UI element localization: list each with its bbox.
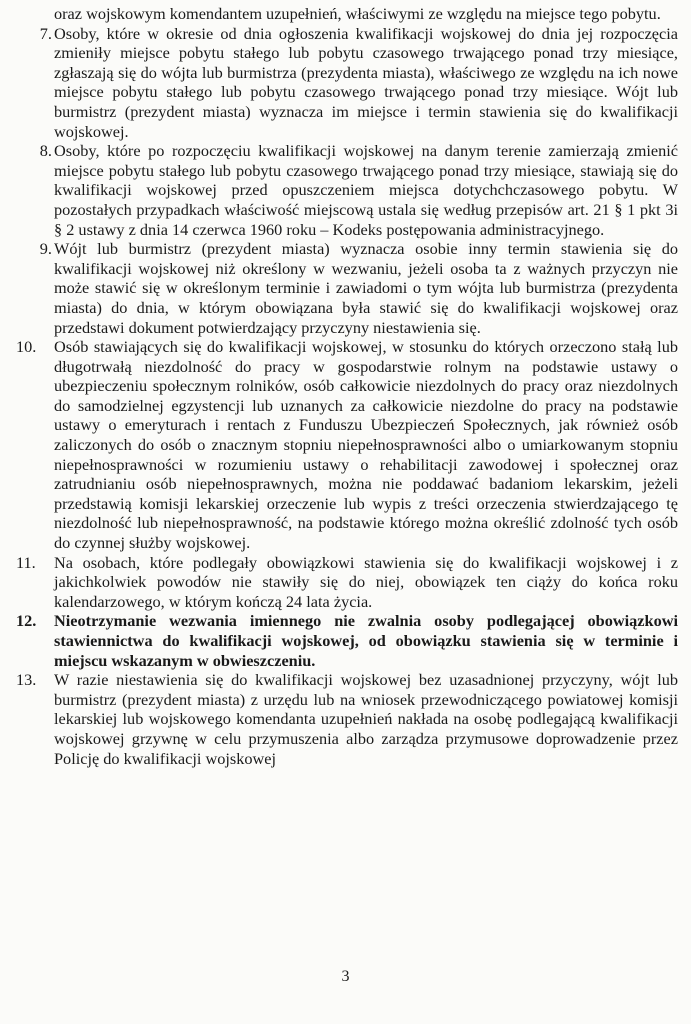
list-item-13 <box>18 670 678 768</box>
item-number: 7. <box>39 23 52 43</box>
item-number: 13. <box>16 670 37 690</box>
item-number: 10. <box>16 337 37 357</box>
item-number: 12. <box>16 611 37 631</box>
item-number: 9. <box>39 239 52 259</box>
item-text: W razie niestawienia się do kwalifikacji wojskowej bez uzasadnionej przyczyny, wójt lub burmistrz (prezydent miasta) z urzędu lub na wniosek przewodniczącego powiatowej komisji lekarskiej lub wojskowego komendanta uzupełnień nakłada na osobę podlegającą kwalifikacji wojskowej grzywnę w celu przymuszenia albo zarządza przymusowe doprowadzenie przez Policję do kwalifikacji wojskowej <box>54 670 678 768</box>
item-text: Osoby, które po rozpoczęciu kwalifikacji wojskowej na danym terenie zamierzają zmienić miejsce pobytu stałego lub pobytu czasowego trwającego ponad trzy miesiące, stawiają się do kwalifikacji wojskowej przed opuszczeniem miejsca dotychchczasowego pobytu. W pozostałych przypadkach właściwość miejscową ustala się według przepisów art. 21 § 1 pkt 3i § 2 ustawy z dnia 14 czerwca 1960 roku – Kodeks postępowania administracyjnego. <box>54 141 678 239</box>
list-item-7 <box>18 24 678 142</box>
list-item-8 <box>18 141 678 239</box>
item-number: 11. <box>16 552 36 572</box>
item-text: Osoby, które w okresie od dnia ogłoszenia kwalifikacji wojskowej do dnia jej rozpoczęcia zmieniły miejsce pobytu stałego lub pobytu czasowego trwającego ponad trzy miesiące, zgłaszają się do wójta lub burmistrza (prezydenta miasta), właściwego ze względu na ich nowe miejsce pobytu stałego lub pobytu czasowego trwającego ponad trzy miesiące. Wójt lub burmistrz (prezydent miasta) wyznacza im miejsce i termin stawienia się do kwalifikacji wojskowej. <box>54 23 678 141</box>
list-item-12 <box>18 611 678 670</box>
page-number: 3 <box>341 968 350 985</box>
item-text: Nieotrzymanie wezwania imiennego nie zwalnia osoby podlegającej obowiązkowi stawiennictwa do kwalifikacji wojskowej, od obowiązku stawienia się w terminie i miejscu wskazanym w obwieszczeniu. <box>54 611 678 670</box>
list-item-11 <box>18 553 678 612</box>
item-text: Osób stawiających się do kwalifikacji wojskowej, w stosunku do których orzeczono stałą lub długotrwałą niezdolność do pracy w gospodarstwie rolnym na podstawie ustawy o ubezpieczeniu społecznym rolników, osób całkowicie niezdolnych do pracy oraz niezdolnych do samodzielnej egzystencji lub uznanych za całkowicie niezdolne do pracy na podstawie ustawy o emeryturach i rentach z Funduszu Ubezpieczeń Społecznych, jak również osób zaliczonych do osób o znacznym stopniu niepełnosprawności albo o umiarkowanym stopniu niepełnosprawności w rozumieniu ustawy o rehabilitacji zawodowej i społecznej oraz zatrudnianiu osób niepełnosprawnych, można nie poddawać badaniom lekarskim, jeżeli przedstawią komisji lekarskiej orzeczenie lub wypis z treści orzeczenia stwierdzającego tę niezdolność lub niepełnosprawność, na podstawie którego można określić zdolność tych osób do czynnej służby wojskowej. <box>54 337 678 553</box>
item-text: Wójt lub burmistrz (prezydent miasta) wyznacza osobie inny termin stawienia się do kwalifikacji wojskowej niż określony w wezwaniu, jeżeli osoba ta z ważnych przyczyn nie może stawić się w określonym terminie i zawiadomi o tym wójta lub burmistrza (prezydenta miasta) do dnia, w którym obowiązana była stawić się do kwalifikacji wojskowej oraz przedstawi dokument potwierdzający przyczyny niestawienia się. <box>54 239 678 337</box>
continuation-paragraph: oraz wojskowym komendantem uzupełnień, właściwymi ze względu na miejsce tego pobytu. <box>54 4 661 23</box>
document-page <box>18 4 678 768</box>
item-text: Na osobach, które podlegały obowiązkowi stawienia się do kwalifikacji wojskowej i z jakichkolwiek powodów nie stawiły się do niej, obowiązek ten ciąży do końca roku kalendarzowego, w którym kończą 24 lata życia. <box>54 552 678 611</box>
item-number: 8. <box>39 141 52 161</box>
list-item-10 <box>18 337 678 553</box>
list-item-9 <box>18 239 678 337</box>
